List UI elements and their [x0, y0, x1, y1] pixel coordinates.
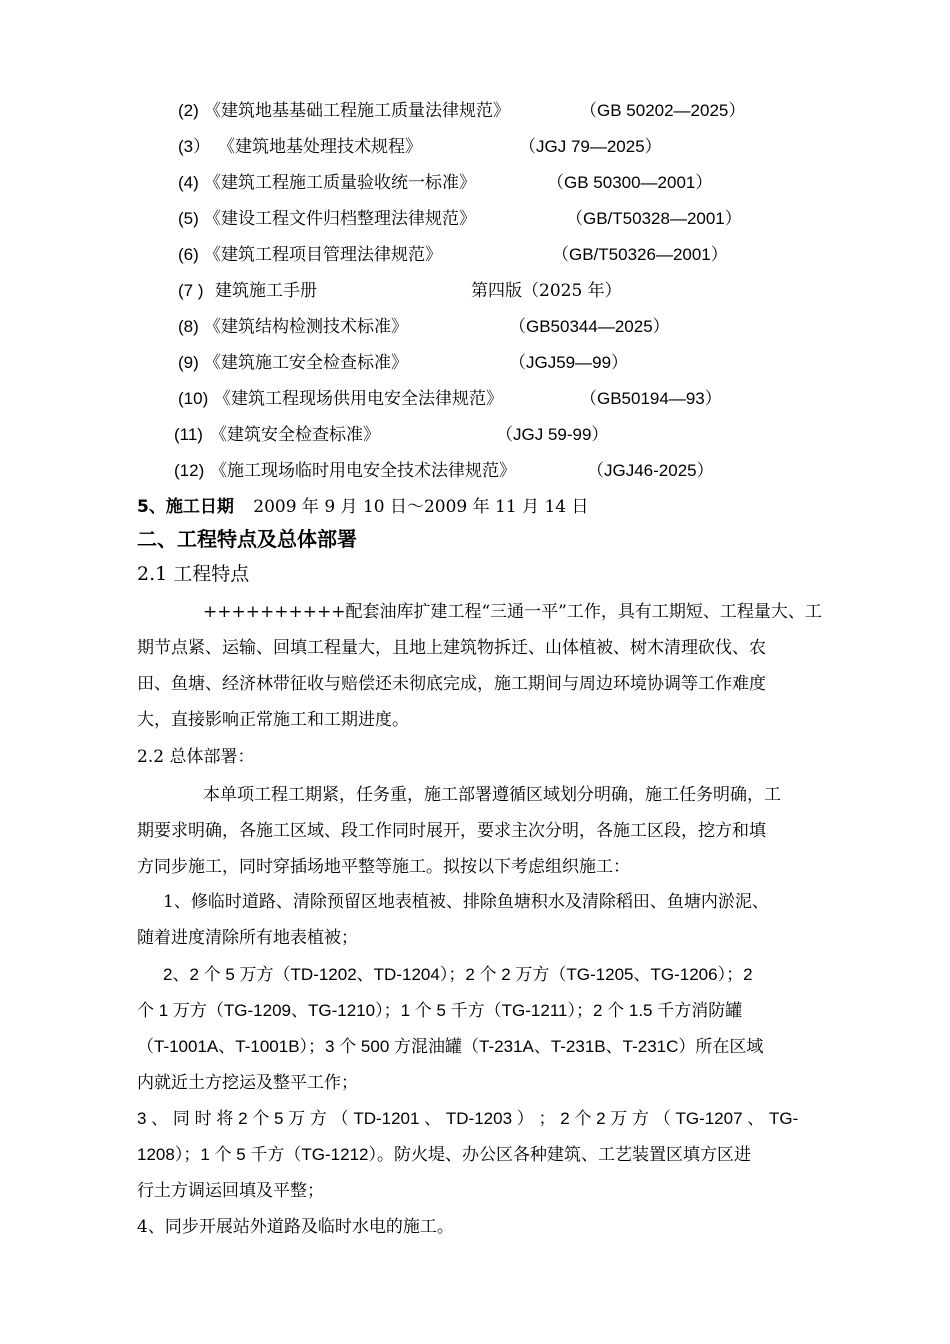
reference-code: （GB 50202—2025） [580, 101, 746, 120]
reference-code: （GB50194—93） [580, 389, 722, 408]
reference-code: （GB/T50328—2001） [566, 209, 742, 228]
reference-title: 《建设工程文件归档整理法律规范》 [204, 209, 476, 229]
reference-item [0, 345, 950, 381]
paragraph-line: 1208）；1 个 5 千方（TG-1212）。防火堤、办公区各种建筑、工艺装置区填方区进 [137, 1145, 751, 1164]
reference-code: （GB 50300—2001） [547, 173, 713, 192]
reference-item [0, 93, 950, 129]
paragraph-line: 内就近土方挖运及整平工作； [137, 1073, 358, 1093]
paragraph-line: 2、2 个 5 万方（TD-1202、TD-1204）；2 个 2 万方（TG-1205、TG-1206）；2 [163, 965, 753, 984]
paragraph-line: 方同步施工，同时穿插场地平整等施工。拟按以下考虑组织施工： [137, 857, 630, 877]
reference-code: （GB/T50326—2001） [552, 245, 728, 264]
paragraph-line: 个 1 万方（TG-1209、TG-1210）；1 个 5 千方（TG-1211）；2 个 1.5 千方消防罐 [137, 1001, 743, 1020]
paragraph-line: （T-1001A、T-1001B）；3 个 500 方混油罐（T-231A、T-231B、T-231C）所在区域 [137, 1037, 764, 1056]
reference-number: (7 ) [178, 281, 204, 300]
reference-title: 《建筑结构检测技术标准》 [204, 317, 408, 337]
deployment-item-2 [137, 957, 860, 1101]
reference-title: 《建筑地基基础工程施工质量法律规范》 [204, 101, 510, 121]
deployment-intro [137, 777, 860, 885]
reference-number: (12) [174, 461, 205, 480]
reference-item [0, 237, 950, 273]
paragraph-line: 田、鱼塘、经济林带征收与赔偿还未彻底完成，施工期间与周边环境协调等工作难度 [137, 674, 766, 694]
reference-number: (5) [178, 209, 199, 228]
reference-number: (8) [178, 317, 199, 336]
deployment-item-4 [137, 1209, 860, 1245]
paragraph-line: 期节点紧、运输、回填工程量大，且地上建筑物拆迁、山体植被、树木清理砍伐、农 [137, 638, 766, 658]
reference-title: 《施工现场临时用电安全技术法律规范》 [210, 461, 516, 481]
reference-title: 建筑施工手册 [215, 281, 317, 301]
paragraph-line: 本单项工程工期紧，任务重，施工部署遵循区域划分明确，施工任务明确，工 [203, 785, 781, 805]
reference-number: (11) [174, 425, 203, 444]
paragraph-line: 期要求明确，各施工区域、段工作同时展开，要求主次分明，各施工区段，挖方和填 [137, 821, 766, 841]
reference-number: (4) [178, 173, 199, 192]
features-heading: 2.1 工程特点 [137, 563, 250, 585]
reference-item [0, 453, 950, 489]
reference-number: (3） [178, 137, 211, 156]
reference-title: 《建筑施工安全检查标准》 [204, 353, 408, 373]
reference-item [0, 129, 950, 165]
reference-item [0, 273, 950, 309]
section-title: 二、工程特点及总体部署 [137, 527, 357, 551]
construction-date-label: 5、施工日期 [137, 497, 234, 517]
paragraph-line: 大，直接影响正常施工和工期进度。 [137, 710, 409, 730]
reference-code: （JGJ59—99） [509, 353, 629, 372]
reference-item [0, 309, 950, 345]
reference-number: (10) [178, 389, 209, 408]
reference-code: （GB50344—2025） [509, 317, 670, 336]
reference-code: （JGJ 79—2025） [519, 137, 662, 156]
paragraph-line: 1、修临时道路、清除预留区地表植被、排除鱼塘积水及清除稻田、鱼塘内淤泥、 [163, 892, 769, 912]
reference-title: 《建筑工程现场供用电安全法律规范》 [214, 389, 503, 409]
deployment-heading: 2.2 总体部署： [137, 747, 255, 767]
reference-number: (9) [178, 353, 199, 372]
reference-title: 《建筑地基处理技术规程》 [218, 137, 422, 157]
paragraph-line: ++++++++++配套油库扩建工程“三通一平”工作，具有工期短、工程量大、工 [203, 602, 822, 622]
reference-code: （JGJ46-2025） [587, 461, 714, 480]
paragraph-line: 随着进度清除所有地表植被； [137, 928, 358, 948]
paragraph-line: 4、同步开展站外道路及临时水电的施工。 [137, 1217, 454, 1237]
deployment-item-1 [137, 884, 860, 956]
reference-number: (2) [178, 101, 199, 120]
features-paragraph [137, 594, 860, 738]
reference-code: 第四版（2025 年） [471, 281, 622, 301]
construction-date [137, 489, 589, 525]
paragraph-line: 3 、 同 时 将 2 个 5 万 方 （ TD-1201 、 TD-1203 ） ； 2 个 2 万 方 （ TG-1207 、 TG- [137, 1109, 799, 1128]
reference-title: 《建筑工程项目管理法律规范》 [204, 245, 442, 265]
reference-code: （JGJ 59-99） [496, 425, 609, 444]
reference-item [0, 201, 950, 237]
reference-item [0, 381, 950, 417]
construction-date-value: 2009 年 9 月 10 日～2009 年 11 月 14 日 [253, 497, 589, 517]
deployment-item-3 [137, 1101, 860, 1209]
paragraph-line: 行土方调运回填及平整； [137, 1181, 324, 1201]
reference-item [0, 165, 950, 201]
reference-item [0, 417, 950, 453]
reference-number: (6) [178, 245, 199, 264]
reference-title: 《建筑工程施工质量验收统一标准》 [204, 173, 476, 193]
reference-title: 《建筑安全检查标准》 [210, 425, 380, 445]
